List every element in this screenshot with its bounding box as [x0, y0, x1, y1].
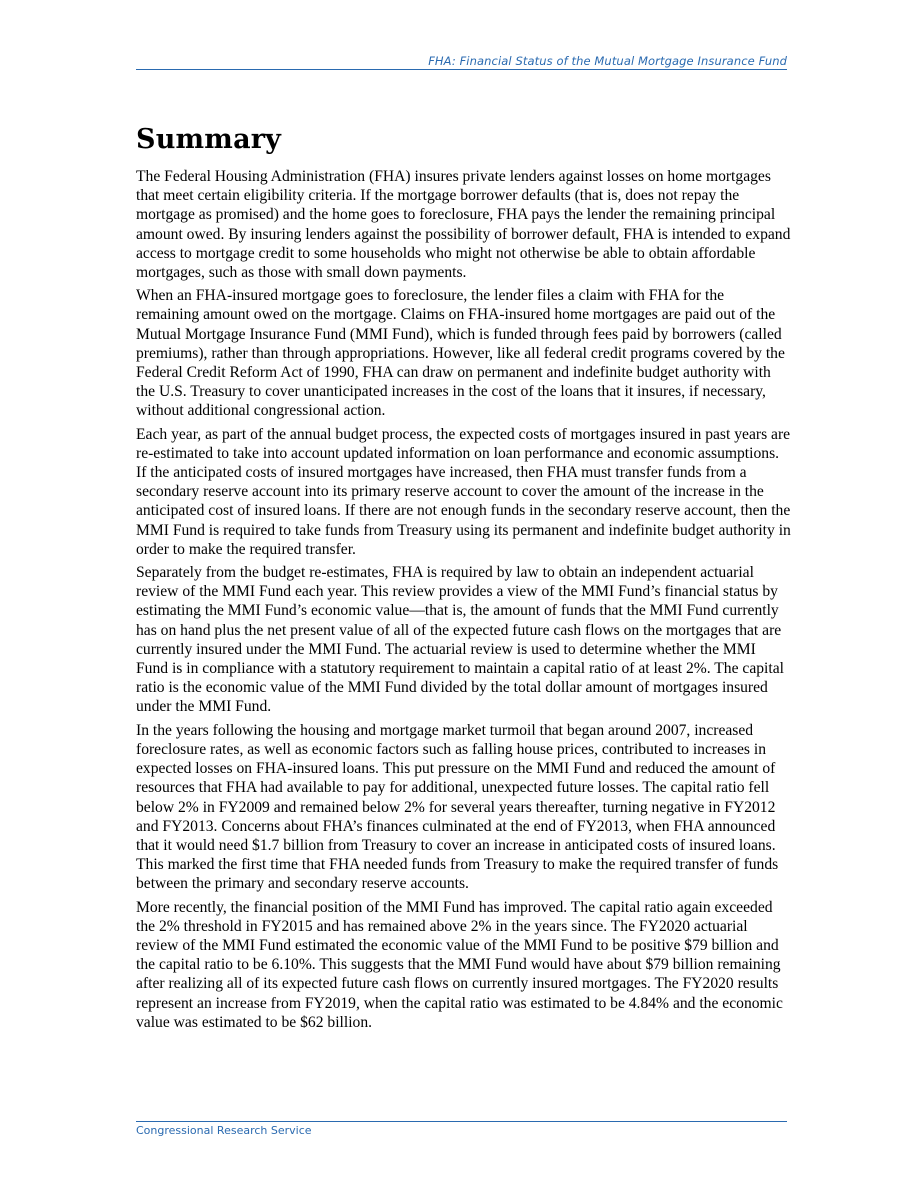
header-divider	[136, 69, 787, 70]
running-header-title: FHA: Financial Status of the Mutual Mortgage Insurance Fund	[428, 54, 787, 68]
footer-publisher: Congressional Research Service	[136, 1124, 312, 1137]
paragraph: Each year, as part of the annual budget process, the expected costs of mortgages insured in past years are re-estimated to take into account updated information on loan performance and economic assumptions. If the anticipated costs of insured mortgages have increased, then FHA must transfer funds from a secondary reserve account into its primary reserve account to cover the amount of the increase in the anticipated cost of insured loans. If there are not enough funds in the secondary reserve account, then the MMI Fund is required to take funds from Treasury using its permanent and indefinite budget authority in order to make the required transfer.	[136, 425, 791, 558]
paragraph: The Federal Housing Administration (FHA) insures private lenders against losses on home mortgages that meet certain eligibility criteria. If the mortgage borrower defaults (that is, does not repay the mortgage as promised) and the home goes to foreclosure, FHA pays the lender the remaining principal amount owed. By insuring lenders against the possibility of borrower default, FHA is intended to expand access to mortgage credit to some households who might not otherwise be able to obtain affordable mortgages, such as those with small down payments.	[136, 168, 791, 282]
paragraph: Separately from the budget re-estimates, FHA is required by law to obtain an independent actuarial review of the MMI Fund each year. This review provides a view of the MMI Fund’s financial status by estimating the MMI Fund’s economic value—that is, the amount of funds that the MMI Fund currently has on hand plus the net present value of all of the expected future cash flows on the mortgages that are currently insured under the MMI Fund. The actuarial review is used to determine whether the MMI Fund is in compliance with a statutory requirement to maintain a capital ratio of at least 2%. The capital ratio is the economic value of the MMI Fund divided by the total dollar amount of mortgages insured under the MMI Fund.	[136, 564, 784, 716]
footer-divider	[136, 1121, 787, 1122]
summary-body	[136, 167, 791, 1036]
paragraph: When an FHA-insured mortgage goes to foreclosure, the lender files a claim with FHA for the remaining amount owed on the mortgage. Claims on FHA-insured home mortgages are paid out of the Mutual Mortgage Insurance Fund (MMI Fund), which is funded through fees paid by borrowers (called premiums), rather than through appropriations. However, like all federal credit programs covered by the Federal Credit Reform Act of 1990, FHA can draw on permanent and indefinite budget authority with the U.S. Treasury to cover unanticipated increases in the cost of the loans that it insures, if necessary, without additional congressional action.	[136, 287, 785, 420]
paragraph: In the years following the housing and mortgage market turmoil that began around 2007, increased foreclosure rates, as well as economic factors such as falling house prices, contributed to increases in expected losses on FHA-insured loans. This put pressure on the MMI Fund and reduced the amount of resources that FHA had available to pay for additional, unexpected future losses. The capital ratio fell below 2% in FY2009 and remained below 2% for several years thereafter, turning negative in FY2012 and FY2013. Concerns about FHA’s finances culminated at the end of FY2013, when FHA announced that it would need $1.7 billion from Treasury to cover an increase in anticipated costs of insured loans. This marked the first time that FHA needed funds from Treasury to make the required transfer of funds between the primary and secondary reserve accounts.	[136, 721, 779, 893]
section-title: Summary	[136, 124, 282, 155]
paragraph: More recently, the financial position of the MMI Fund has improved. The capital ratio again exceeded the 2% threshold in FY2015 and has remained above 2% in the years since. The FY2020 actuarial review of the MMI Fund estimated the economic value of the MMI Fund to be positive $79 billion and the capital ratio to be 6.10%. This suggests that the MMI Fund would have about $79 billion remaining after realizing all of its expected future cash flows on currently insured mortgages. The FY2020 results represent an increase from FY2019, when the capital ratio was estimated to be 4.84% and the economic value was estimated to be $62 billion.	[136, 898, 783, 1031]
